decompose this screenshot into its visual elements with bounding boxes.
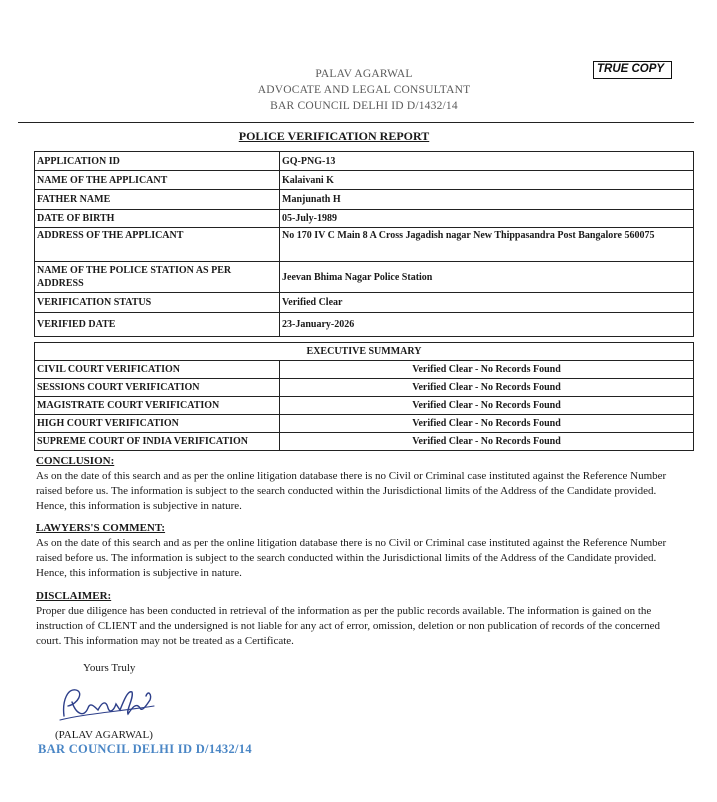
detail-value: Jeevan Bhima Nagar Police Station bbox=[280, 262, 694, 293]
conclusion-heading: CONCLUSION: bbox=[36, 455, 115, 467]
summary-label: CIVIL COURT VERIFICATION bbox=[35, 361, 280, 379]
table-row bbox=[35, 190, 694, 210]
table-row bbox=[35, 262, 694, 293]
detail-value: GQ-PNG-13 bbox=[280, 152, 694, 171]
advocate-designation: ADVOCATE AND LEGAL CONSULTANT bbox=[257, 84, 471, 96]
detail-value: Verified Clear bbox=[280, 293, 694, 313]
details-table bbox=[34, 151, 694, 337]
detail-label: VERIFIED DATE bbox=[35, 313, 280, 337]
summary-value: Verified Clear - No Records Found bbox=[280, 361, 694, 379]
detail-label: ADDRESS OF THE APPLICANT bbox=[35, 228, 280, 262]
lawyers-comment-text: As on the date of this search and as per the online litigation database there is no Civil or Criminal case instituted against the Reference Number raised before us. The information is subject to the search conducted within the Jurisdictional limits of the Address of the Candidate provided. Hence, this information is subjective in nature. bbox=[36, 537, 667, 579]
disclaimer-text: Proper due diligence has been conducted in retrieval of the information as per the public records available. The information is gained on the instruction of CLIENT and the undersigned is not liable for any act of error, omission, deletion or non publication of records of the concerned court. This information may not be treated as a Certificate. bbox=[36, 605, 661, 647]
table-row bbox=[35, 313, 694, 337]
signatory-name: (PALAV AGARWAL) bbox=[55, 729, 153, 741]
table-row bbox=[35, 379, 694, 397]
summary-label: HIGH COURT VERIFICATION bbox=[35, 415, 280, 433]
detail-label: APPLICATION ID bbox=[35, 152, 280, 171]
summary-value: Verified Clear - No Records Found bbox=[280, 433, 694, 451]
table-row bbox=[35, 361, 694, 379]
detail-label: VERIFICATION STATUS bbox=[35, 293, 280, 313]
executive-summary-table bbox=[34, 342, 694, 451]
summary-label: SUPREME COURT OF INDIA VERIFICATION bbox=[35, 433, 280, 451]
header-divider bbox=[18, 122, 694, 123]
detail-value: Manjunath H bbox=[280, 190, 694, 210]
summary-label: MAGISTRATE COURT VERIFICATION bbox=[35, 397, 280, 415]
advocate-name: PALAV AGARWAL bbox=[315, 68, 413, 80]
advocate-bar-id: BAR COUNCIL DELHI ID D/1432/14 bbox=[270, 100, 458, 112]
detail-label: DATE OF BIRTH bbox=[35, 210, 280, 228]
true-copy-stamp: TRUE COPY bbox=[593, 61, 672, 79]
table-row bbox=[35, 415, 694, 433]
summary-value: Verified Clear - No Records Found bbox=[280, 379, 694, 397]
table-row bbox=[35, 343, 694, 361]
table-row bbox=[35, 171, 694, 190]
table-row bbox=[35, 152, 694, 171]
report-title: POLICE VERIFICATION REPORT bbox=[238, 129, 430, 143]
summary-label: SESSIONS COURT VERIFICATION bbox=[35, 379, 280, 397]
table-row bbox=[35, 210, 694, 228]
summary-heading: EXECUTIVE SUMMARY bbox=[35, 343, 694, 361]
detail-label: FATHER NAME bbox=[35, 190, 280, 210]
detail-label: NAME OF THE POLICE STATION AS PER ADDRESS bbox=[35, 262, 280, 293]
table-row bbox=[35, 397, 694, 415]
salutation: Yours Truly bbox=[83, 662, 136, 674]
signatory-bar-id: BAR COUNCIL DELHI ID D/1432/14 bbox=[38, 742, 252, 756]
table-row bbox=[35, 228, 694, 262]
detail-label: NAME OF THE APPLICANT bbox=[35, 171, 280, 190]
disclaimer-heading: DISCLAIMER: bbox=[36, 590, 112, 602]
detail-value: Kalaivani K bbox=[280, 171, 694, 190]
signature-image bbox=[54, 680, 164, 726]
summary-value: Verified Clear - No Records Found bbox=[280, 415, 694, 433]
conclusion-text: As on the date of this search and as per the online litigation database there is no Civil or Criminal case instituted against the Reference Number raised before us. The information is subject to the search conducted within the Jurisdictional limits of the Address of the Candidate provided. Hence, this information is subjective in nature. bbox=[36, 470, 667, 512]
table-row bbox=[35, 293, 694, 313]
lawyers-comment-heading: LAWYERS'S COMMENT: bbox=[36, 522, 166, 534]
summary-value: Verified Clear - No Records Found bbox=[280, 397, 694, 415]
detail-value: 23-January-2026 bbox=[280, 313, 694, 337]
lawyers-comment-section bbox=[36, 521, 688, 581]
conclusion-section bbox=[36, 454, 688, 514]
detail-value: No 170 IV C Main 8 A Cross Jagadish nagar New Thippasandra Post Bangalore 560075 bbox=[280, 228, 694, 262]
detail-value: 05-July-1989 bbox=[280, 210, 694, 228]
table-row bbox=[35, 433, 694, 451]
disclaimer-section bbox=[36, 589, 688, 649]
